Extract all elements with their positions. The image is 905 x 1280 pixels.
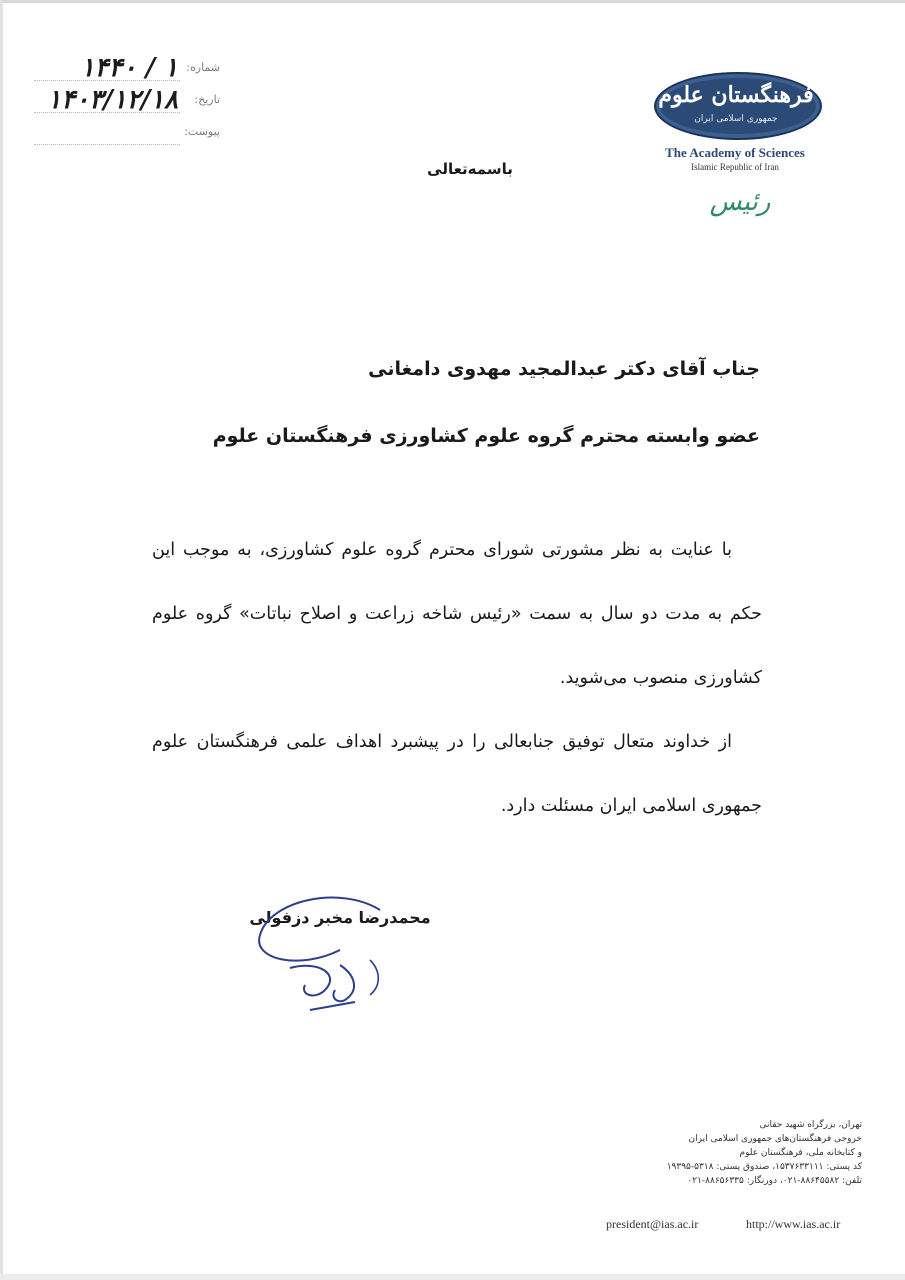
number-label: شماره: — [186, 61, 220, 74]
letter-body — [152, 518, 762, 838]
address-line: تهران، بزرگراه شهید حقانی — [759, 1120, 862, 1130]
body-paragraph-appointment: با عنایت به نظر مشورتی شورای محترم گروه علوم کشاورزی، به موجب این حکم به مدت دو سال به سمت «رئیس شاخه زراعت و اصلاح نباتات» گروه علوم کشاورزی منصوب می‌شوید. — [152, 540, 762, 688]
attachment-dotted-line — [34, 144, 180, 145]
attachment-row — [10, 119, 220, 147]
address-line: و کتابخانه ملی، فرهنگستان علوم — [739, 1148, 862, 1158]
logo-persian-subtitle: جمهوری اسلامی ایران — [694, 114, 778, 124]
page-bottom-edge — [0, 1274, 905, 1280]
page-top-edge — [0, 0, 905, 3]
date-label: تاریخ: — [194, 93, 220, 106]
letter-meta — [10, 55, 220, 145]
body-paragraph-closing: از خداوند متعال توفیق جنابعالی را در پیشبرد اهداف علمی فرهنگستان علوم جمهوری اسلامی ایران مسئلت دارد. — [152, 732, 762, 816]
basmala-heading: باسمه‌تعالی — [427, 160, 513, 178]
logo-english-name: The Academy of Sciences — [665, 145, 805, 160]
signer-name: محمدرضا مخبر دزفولی — [249, 908, 431, 927]
date-value: ۱۴۰۳/۱۲/۱۸ — [47, 85, 178, 115]
footer-address — [600, 1118, 862, 1188]
page-left-edge — [0, 0, 3, 1280]
logo-english-subtitle: Islamic Republic of Iran — [691, 162, 779, 172]
academy-logo — [650, 72, 822, 142]
date-row — [10, 87, 220, 115]
footer-website: http://www.ias.ac.ir — [746, 1217, 841, 1231]
address-line: تلفن: ۸۸۶۴۵۵۸۲-۰۲۱، دورنگار: ۸۸۶۵۶۳۳۵-۰۲۱ — [687, 1176, 862, 1186]
date-dotted-line — [34, 112, 180, 113]
number-dotted-line — [34, 80, 180, 81]
number-row — [10, 55, 220, 83]
footer-email: president@ias.ac.ir — [606, 1217, 699, 1231]
recipient-name: جناب آقای دکتر عبدالمجید مهدوی دامغانی — [368, 358, 760, 380]
logo-persian-name: فرهنگستان علوم — [658, 82, 814, 108]
number-value: ۱۴۴۰ / ۱ — [80, 53, 178, 83]
handwritten-signature — [230, 890, 420, 1030]
office-title: رئیس — [709, 187, 771, 217]
attachment-label: پیوست: — [184, 125, 220, 138]
address-line: خروجی فرهنگستان‌های جمهوری اسلامی ایران — [688, 1134, 862, 1144]
recipient-position: عضو وابسته محترم گروه علوم کشاورزی فرهنگستان علوم — [212, 425, 760, 447]
address-line: کد پستی: ۱۵۳۷۶۳۳۱۱۱، صندوق پستی: ۵۳۱۸-۱۹۳۹۵ — [666, 1162, 862, 1172]
